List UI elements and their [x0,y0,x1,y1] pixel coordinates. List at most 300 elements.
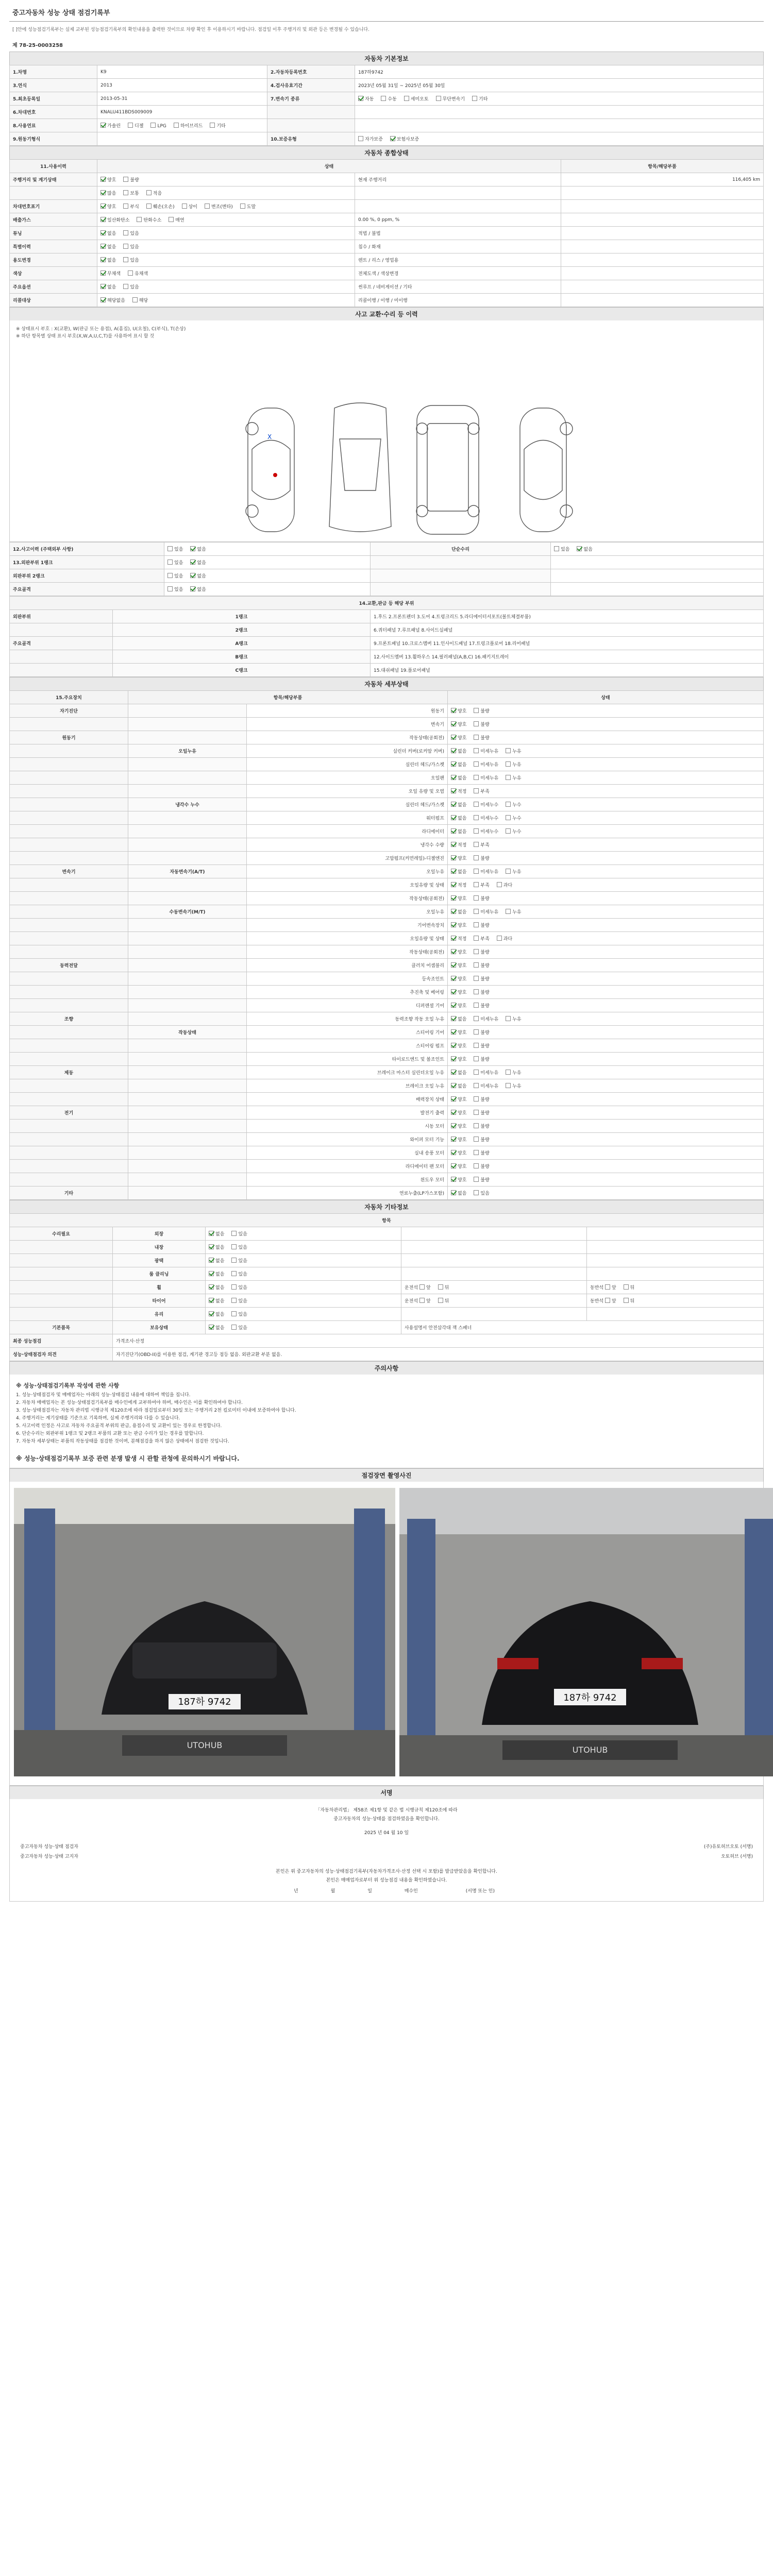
detail-item: 실린더 헤드/가스켓 [247,798,448,811]
general-note: 리콜이행 / 이행 / 미이행 [355,294,561,307]
checkbox[interactable] [190,573,195,578]
option-label: 무단변속기 [442,97,465,102]
checkbox[interactable] [451,761,456,767]
checkbox[interactable] [474,949,479,954]
other-left-side [401,1308,587,1321]
checkbox[interactable] [231,1271,237,1276]
checkbox[interactable] [100,177,106,182]
checkbox[interactable] [474,936,479,941]
checkbox[interactable] [474,855,479,860]
checkbox[interactable] [205,204,210,209]
option [506,828,521,835]
checkbox[interactable] [474,962,479,968]
basic-row [10,65,764,79]
detail-item: 고압펌프(커먼레일)-디젤엔진 [247,852,448,865]
checkbox[interactable] [231,1325,237,1330]
general-value: 116,405 km [561,173,764,187]
checkbox[interactable] [167,560,173,565]
option-label: 양호 [458,950,467,955]
option [474,908,498,915]
checkbox[interactable] [100,297,106,302]
detail-group [10,986,128,999]
checkbox[interactable] [451,909,456,914]
option-label: 적정 [458,937,467,942]
option [474,882,489,888]
detail-sub: 수동변속기(M/T) [128,905,247,919]
checkbox[interactable] [472,96,477,101]
checkbox[interactable] [169,217,174,222]
checkbox[interactable] [381,96,386,101]
basic-label: 1.차명 [10,65,97,79]
checkbox[interactable] [506,1083,511,1088]
checkbox[interactable] [390,136,395,141]
option [474,1042,489,1049]
photos-header: 점검장면 촬영사진 [9,1468,764,1482]
checkbox[interactable] [474,815,479,820]
option-label: 미세누유 [480,910,499,915]
checkbox[interactable] [497,882,502,887]
checkbox[interactable] [436,96,441,101]
checkbox[interactable] [506,802,511,807]
basic-row [10,92,764,106]
checkbox[interactable] [474,1016,479,1021]
detail-item: 실내 송풍 모터 [247,1146,448,1160]
checkbox[interactable] [451,815,456,820]
basic-value: 2023년 05월 31일 ~ 2025년 05월 30일 [355,79,764,92]
option-label: 자동 [365,97,374,102]
option-label: 없음 [458,829,467,835]
notes-line: 7. 자동차 세부상태는 부품의 작동상태를 점검한 것이며, 분해점검을 하지 않은 상태에서 점검한 것입니다. [16,1439,229,1444]
checkbox[interactable] [474,1123,479,1128]
option [451,935,466,942]
checkbox[interactable] [209,1231,214,1236]
option-label: 없음 [215,1232,225,1237]
checkbox[interactable] [605,1298,610,1303]
detail-row [10,1012,764,1026]
option [605,1297,616,1304]
option-label: 양호 [458,963,467,969]
checkbox[interactable] [474,761,479,767]
checkbox[interactable] [451,869,456,874]
document-notice: [ ]안에 성능점검기록부는 실제 교부된 성능점검기록부의 확인내용을 출력한 것이므로 차량 확인 후 이용하시기 바랍니다. 점검일 이후 주행거리 및 외관 등은 변경될 수 있습니다. [12,27,369,32]
checkbox[interactable] [174,123,179,128]
detail-sub [128,999,247,1012]
detail-group [10,758,128,771]
checkbox[interactable] [506,1016,511,1021]
checkbox[interactable] [474,735,479,740]
option-label: 없음 [107,245,116,250]
detail-col-part: 항목/해당부품 [128,691,448,704]
option-label: 과다 [503,883,513,888]
checkbox[interactable] [474,1043,479,1048]
option [451,882,466,888]
detail-sub [128,838,247,852]
checkbox[interactable] [474,882,479,887]
checkbox[interactable] [100,257,106,262]
checkbox[interactable] [497,936,502,941]
checkbox[interactable] [506,815,511,820]
detail-row [10,811,764,825]
checkbox[interactable] [451,748,456,753]
checkbox[interactable] [451,936,456,941]
checkbox[interactable] [231,1311,237,1316]
checkbox[interactable] [474,895,479,901]
option-label: 양호 [458,709,467,714]
checkbox[interactable] [231,1298,237,1303]
checkbox[interactable] [182,204,187,209]
checkbox[interactable] [451,1003,456,1008]
checkbox[interactable] [474,1096,479,1101]
sign-ymd-year: 년 [294,1889,298,1894]
option-label: 없음 [458,776,467,781]
option-label: 불량 [480,896,490,902]
checkbox[interactable] [128,270,133,276]
checkbox[interactable] [474,976,479,981]
detail-sub [128,932,247,945]
detail-item: 와이퍼 모터 기능 [247,1133,448,1146]
option-label: 없음 [215,1259,225,1264]
checkbox[interactable] [451,1110,456,1115]
checkbox[interactable] [554,546,559,551]
checkbox[interactable] [451,1096,456,1101]
option-label: 기타 [479,97,488,102]
detail-options [448,731,764,744]
checkbox[interactable] [209,1311,214,1316]
checkbox[interactable] [474,922,479,927]
checkbox[interactable] [100,230,106,235]
checkbox[interactable] [474,1029,479,1035]
option-label: 불량 [480,1164,490,1170]
parts-table [9,596,764,677]
checkbox[interactable] [506,748,511,753]
checkbox[interactable] [474,721,479,726]
accident-right-label: 단순수리 [371,543,551,556]
checkbox[interactable] [146,190,152,195]
checkbox[interactable] [209,1284,214,1290]
checkbox[interactable] [624,1298,629,1303]
checkbox[interactable] [123,177,128,182]
general-label: 차대번호표기 [10,200,97,213]
checkbox[interactable] [128,123,133,128]
checkbox[interactable] [190,586,195,591]
checkbox[interactable] [123,244,128,249]
accident-row [10,543,764,556]
checkbox[interactable] [451,1177,456,1182]
checkbox[interactable] [100,217,106,222]
checkbox[interactable] [190,546,195,551]
checkbox[interactable] [451,1083,456,1088]
general-options [97,173,355,187]
checkbox[interactable] [167,573,173,578]
checkbox[interactable] [240,204,245,209]
legend-line-2: ※ 하단 항목별 상태 표시 부호(X,W,A,U,C,T)를 사용하여 표시 할 것 [16,334,155,339]
other-item: 보유상태 [113,1321,206,1334]
other-row [10,1227,764,1241]
checkbox[interactable] [100,204,106,209]
option [474,895,489,902]
checkbox[interactable] [451,1137,456,1142]
general-note: 썬루프 / 네비게이션 / 기타 [355,280,561,294]
checkbox[interactable] [474,1070,479,1075]
option [123,283,139,290]
checkbox[interactable] [451,949,456,954]
option [506,1069,521,1076]
checkbox[interactable] [451,1150,456,1155]
checkbox[interactable] [123,204,128,209]
option [474,707,489,714]
checkbox[interactable] [474,1163,479,1168]
checkbox[interactable] [506,828,511,834]
checkbox[interactable] [451,1043,456,1048]
option-label: 적정 [458,843,467,848]
general-options [97,267,355,280]
checkbox[interactable] [474,842,479,847]
checkbox[interactable] [209,1244,214,1249]
accident-options [164,543,371,556]
option-label: 있음 [174,574,183,579]
option [100,176,116,183]
checkbox[interactable] [474,1003,479,1008]
accident-right-label [371,569,551,583]
option-label: 누유 [512,749,522,754]
checkbox[interactable] [451,1123,456,1128]
checkbox[interactable] [209,1271,214,1276]
checkbox[interactable] [474,1150,479,1155]
option [474,1029,489,1036]
option [506,868,521,875]
checkbox[interactable] [123,190,128,195]
detail-options [448,758,764,771]
checkbox[interactable] [100,244,106,249]
parts-row [10,610,764,623]
option [182,203,197,210]
checkbox[interactable] [451,989,456,994]
checkbox[interactable] [123,257,128,262]
checkbox[interactable] [624,1284,629,1290]
detail-sub [128,945,247,959]
checkbox[interactable] [150,123,156,128]
checkbox[interactable] [451,895,456,901]
option [474,1056,489,1062]
option [474,989,489,995]
legend-line-1: ※ 상태표시 부호 : X(교환), W(판금 또는 용접), A(흠집), U(요철), C(부식), T(손상) [16,327,186,332]
basic-label [267,106,355,119]
detail-group [10,1133,128,1146]
checkbox[interactable] [100,284,106,289]
option-label: 있음 [238,1232,247,1237]
checkbox[interactable] [451,976,456,981]
checkbox[interactable] [123,230,128,235]
checkbox[interactable] [506,909,511,914]
detail-group [10,825,128,838]
checkbox[interactable] [231,1231,237,1236]
basic-value [355,92,764,106]
checkbox[interactable] [209,1325,214,1330]
checkbox[interactable] [146,204,152,209]
checkbox[interactable] [474,708,479,713]
option-label: 없음 [197,561,206,566]
detail-row [10,758,764,771]
checkbox[interactable] [451,1190,456,1195]
checkbox[interactable] [451,922,456,927]
checkbox[interactable] [451,775,456,780]
checkbox[interactable] [474,1137,479,1142]
option-label: 있음 [238,1245,247,1250]
general-note: 침수 / 화재 [355,240,561,253]
detail-row [10,1026,764,1039]
checkbox[interactable] [209,1298,214,1303]
checkbox[interactable] [132,297,138,302]
option [474,761,498,768]
detail-options [448,932,764,945]
option [474,1163,489,1170]
option [451,855,466,861]
car-underbody-view [416,405,479,534]
option [451,1015,466,1022]
checkbox[interactable] [100,190,106,195]
checkbox[interactable] [451,1163,456,1168]
checkbox[interactable] [451,1029,456,1035]
option-label: 양호 [458,1030,467,1036]
detail-options [448,811,764,825]
option-label: 미세누수 [480,803,499,808]
checkbox[interactable] [167,586,173,591]
option [100,230,116,236]
checkbox[interactable] [100,123,106,128]
detail-row [10,1173,764,1187]
option-label: 부족 [480,883,490,888]
option-label: 탄화수소 [143,218,162,223]
option [123,243,139,250]
checkbox[interactable] [231,1258,237,1263]
checkbox[interactable] [577,546,582,551]
checkbox[interactable] [474,788,479,793]
checkbox[interactable] [231,1284,237,1290]
checkbox[interactable] [451,735,456,740]
checkbox[interactable] [506,761,511,767]
other-item: 타이어 [113,1294,206,1308]
parts-items: 6.쿼터패널 7.루프패널 8.사이드실패널 [371,623,764,637]
checkbox[interactable] [451,708,456,713]
detail-row [10,798,764,811]
general-row [10,213,764,227]
option [451,895,466,902]
detail-row [10,865,764,878]
checkbox[interactable] [451,1056,456,1061]
option [474,1136,489,1143]
checkbox[interactable] [419,1284,425,1290]
checkbox[interactable] [474,1110,479,1115]
option-label: 가솔린 [107,124,121,129]
checkbox[interactable] [451,802,456,807]
parts-group: 주요골격 [10,637,113,650]
checkbox[interactable] [451,788,456,793]
option [506,801,521,808]
detail-row [10,1039,764,1053]
checkbox[interactable] [451,1016,456,1021]
checkbox[interactable] [474,775,479,780]
other-row [10,1254,764,1267]
checkbox[interactable] [506,1070,511,1075]
option-label: 불량 [480,1151,490,1156]
general-label: 주요옵션 [10,280,97,294]
other-right-side [587,1294,764,1308]
checkbox[interactable] [210,123,215,128]
checkbox[interactable] [474,909,479,914]
option [231,1230,247,1237]
option [474,801,498,808]
checkbox[interactable] [451,855,456,860]
checkbox[interactable] [474,1177,479,1182]
checkbox[interactable] [451,828,456,834]
checkbox[interactable] [451,1070,456,1075]
detail-item: 추진축 및 베어링 [247,986,448,999]
checkbox[interactable] [474,828,479,834]
other-left-side [401,1227,587,1241]
detail-sub: 오일누유 [128,744,247,758]
detail-options [448,1026,764,1039]
option-label: 있음 [480,1191,490,1196]
option-label: 부족 [480,789,490,794]
checkbox[interactable] [209,1258,214,1263]
checkbox[interactable] [451,721,456,726]
detail-group: 자기진단 [10,704,128,718]
checkbox[interactable] [358,96,363,101]
checkbox[interactable] [474,1056,479,1061]
checkbox[interactable] [474,748,479,753]
checkbox[interactable] [506,869,511,874]
option-label: 없음 [215,1285,225,1291]
checkbox[interactable] [358,136,363,141]
checkbox[interactable] [451,962,456,968]
other-item: 휠 [113,1281,206,1294]
checkbox[interactable] [123,284,128,289]
checkbox[interactable] [404,96,409,101]
checkbox[interactable] [438,1298,443,1303]
checkbox[interactable] [419,1298,425,1303]
detail-table [9,690,764,1200]
option-label: 누유 [512,1084,522,1089]
checkbox[interactable] [474,1083,479,1088]
checkbox[interactable] [474,989,479,994]
other-left-side [401,1267,587,1281]
checkbox[interactable] [605,1284,610,1290]
side-left-label: 운전석 [405,1285,418,1291]
checkbox[interactable] [190,560,195,565]
checkbox[interactable] [474,1190,479,1195]
detail-sub [128,959,247,972]
checkbox[interactable] [506,775,511,780]
checkbox[interactable] [438,1284,443,1290]
checkbox[interactable] [231,1244,237,1249]
option-label: 뒤 [630,1299,635,1304]
checkbox[interactable] [474,802,479,807]
option-label: 없음 [458,803,467,808]
notes-header: 주의사항 [9,1361,764,1375]
option [451,922,466,928]
option-label: 무채색 [107,272,121,277]
checkbox[interactable] [451,882,456,887]
detail-row [10,878,764,892]
checkbox[interactable] [474,869,479,874]
checkbox[interactable] [137,217,142,222]
checkbox[interactable] [167,546,173,551]
detail-item: 타이로드엔드 및 볼조인트 [247,1053,448,1066]
checkbox[interactable] [451,842,456,847]
checkbox[interactable] [100,270,106,276]
general-label: 튜닝 [10,227,97,240]
option [474,1015,498,1022]
